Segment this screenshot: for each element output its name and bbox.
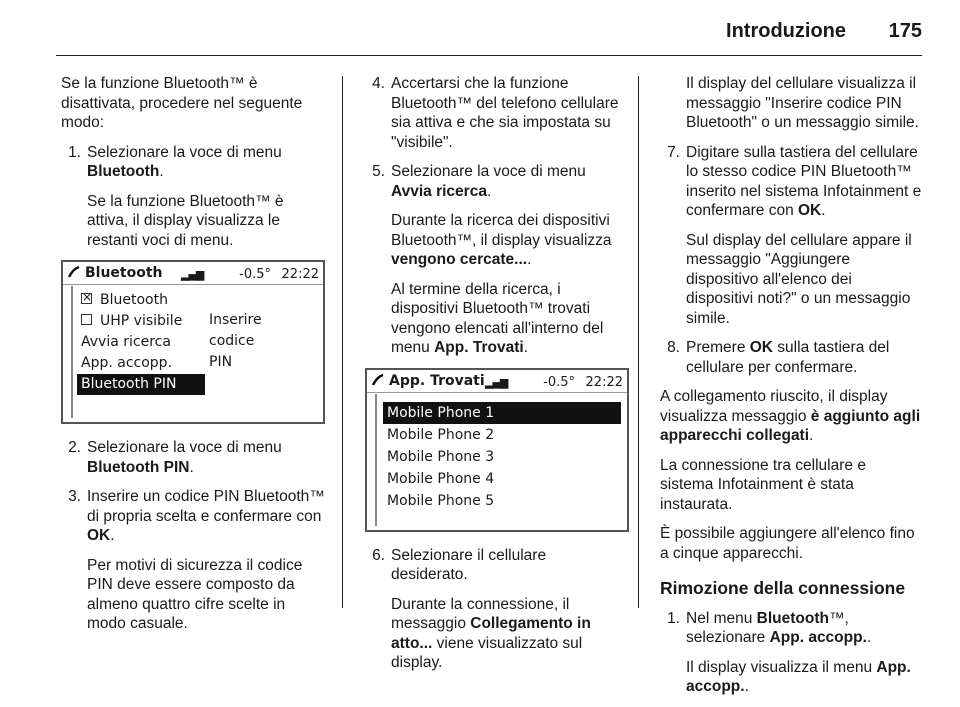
menu-item: ×Bluetooth xyxy=(77,290,205,311)
column-2 xyxy=(365,74,627,683)
step-number: 1. xyxy=(68,143,81,161)
step-6 xyxy=(365,546,627,673)
step-detail: Se la funzione Bluetooth™ è attiva, il display visualizza le restanti voci di menu. xyxy=(87,192,284,249)
steps-list-2 xyxy=(365,74,627,358)
checked-checkbox-icon xyxy=(81,293,92,304)
display-title: Bluetooth xyxy=(85,265,163,281)
step-1 xyxy=(61,143,326,251)
step-detail: Al termine della ricerca, i dispositivi Bluetooth™ trovati vengono elencati all'interno del menu App. Trovati. xyxy=(391,280,604,356)
paragraph: A collegamento riuscito, il display visualizza messaggio è aggiunto agli apparecchi collegati. xyxy=(660,388,921,444)
steps-list-4 xyxy=(660,609,922,697)
device-list xyxy=(383,402,621,512)
display-screenshot-found-devices xyxy=(365,368,629,532)
device-item: Mobile Phone 4 xyxy=(387,470,495,487)
step-detail: Durante la ricerca dei dispositivi Bluetooth™, il display visualizza vengono cercate.... xyxy=(391,212,612,268)
step-5 xyxy=(365,162,627,358)
phone-handset-icon xyxy=(371,373,385,387)
checkbox-icon xyxy=(81,314,92,325)
step-text: Digitare sulla tastiera del cellulare lo stesso codice PIN Bluetooth™ inserito nel sistema Infotainment e confermare con OK. xyxy=(686,143,922,219)
steps-list-3 xyxy=(660,143,922,378)
step-text: Selezionare la voce di menu Avvia ricerca. xyxy=(391,163,586,200)
step-text: Premere OK sulla tastiera del cellulare per confermare. xyxy=(686,339,890,376)
steps-list-1b xyxy=(61,438,326,634)
display-status-bar xyxy=(367,370,627,393)
display-clock: 22:22 xyxy=(585,374,623,390)
steps-list-2b xyxy=(365,546,627,673)
paragraph: È possibile aggiungere all'elenco fino a cinque apparecchi. xyxy=(660,525,915,562)
step-number: 4. xyxy=(372,75,385,92)
display-title: App. Trovati xyxy=(389,372,485,389)
step-r1 xyxy=(660,609,922,697)
step-4 xyxy=(365,74,627,152)
step-detail: Durante la connessione, il messaggio Collegamento in atto... viene visualizzato sul display. xyxy=(391,595,591,671)
step-2 xyxy=(61,438,326,477)
step-number: 2. xyxy=(68,439,81,456)
step-detail: Sul display del cellulare appare il messaggio "Aggiungere dispositivo all'elenco dei dispositivi noti?" o un messaggio simile. xyxy=(686,231,912,327)
step-text: Selezionare la voce di menu Bluetooth. xyxy=(87,143,282,180)
step-detail: Per motivi di sicurezza il codice PIN deve essere composto da almeno quattro cifre scelte in modo casuale. xyxy=(87,556,303,632)
step-3 xyxy=(61,487,326,634)
step-number: 6. xyxy=(372,546,385,564)
section-heading: Rimozione della connessione xyxy=(660,578,906,598)
page-number: 175 xyxy=(888,20,922,42)
display-side-hint: Inserire codice PIN xyxy=(209,312,262,370)
step-text: Nel menu Bluetooth™, selezionare App. accopp.. xyxy=(686,609,872,646)
step-number: 5. xyxy=(372,163,385,180)
display-temperature: -0.5° xyxy=(239,267,271,282)
step-number: 3. xyxy=(68,488,81,505)
steps-list-1 xyxy=(61,143,326,251)
chapter-title: Introduzione xyxy=(726,20,846,42)
step-number: 8. xyxy=(667,339,680,356)
step-7 xyxy=(660,143,922,329)
device-item: Mobile Phone 3 xyxy=(387,448,495,465)
signal-strength-icon: ▂▄▆ xyxy=(181,268,204,281)
continued-text: Il display del cellulare visualizza il messaggio "Inserire codice PIN Bluetooth" o un messaggio simile. xyxy=(686,75,919,131)
display-status-bar xyxy=(63,262,323,285)
column-1 xyxy=(61,74,326,644)
menu-item: Avvia ricerca xyxy=(81,334,171,350)
step-number: 1. xyxy=(667,609,680,627)
paragraph: La connessione tra cellulare e sistema Infotainment è stata instaurata. xyxy=(660,456,866,513)
step-text: Accertarsi che la funzione Bluetooth™ del telefono cellulare sia attiva e che sia impostata su "visibile". xyxy=(391,75,619,151)
menu-item-selected: Bluetooth PIN xyxy=(77,374,205,395)
display-clock: 22:22 xyxy=(281,267,319,282)
step-text: Inserire un codice PIN Bluetooth™ di propria scelta e confermare con OK. xyxy=(87,488,325,544)
intro-text: Se la funzione Bluetooth™ è disattivata, procedere nel seguente modo: xyxy=(61,75,303,131)
step-text: Selezionare la voce di menu Bluetooth PIN. xyxy=(87,439,282,476)
signal-strength-icon: ▂▄▆ xyxy=(485,375,508,389)
menu-item: App. accopp. xyxy=(81,355,173,371)
step-8 xyxy=(660,338,922,377)
phone-handset-icon xyxy=(67,265,81,279)
step-text: Selezionare il cellulare desiderato. xyxy=(391,546,547,583)
step-number: 7. xyxy=(667,143,680,161)
display-temperature: -0.5° xyxy=(543,374,575,390)
column-3 xyxy=(660,74,922,707)
header-rule xyxy=(56,55,922,56)
device-item: Mobile Phone 2 xyxy=(387,426,495,443)
step-detail: Il display visualizza il menu App. accopp.. xyxy=(686,658,911,695)
display-frame-line xyxy=(375,394,381,526)
display-screenshot-bluetooth xyxy=(61,260,325,424)
device-item-selected: Mobile Phone 1 xyxy=(383,402,621,424)
menu-item: UHP visibile xyxy=(77,311,205,332)
display-menu xyxy=(77,290,205,395)
column-divider-2 xyxy=(638,76,639,608)
column-divider-1 xyxy=(342,76,343,608)
device-item: Mobile Phone 5 xyxy=(387,492,495,509)
